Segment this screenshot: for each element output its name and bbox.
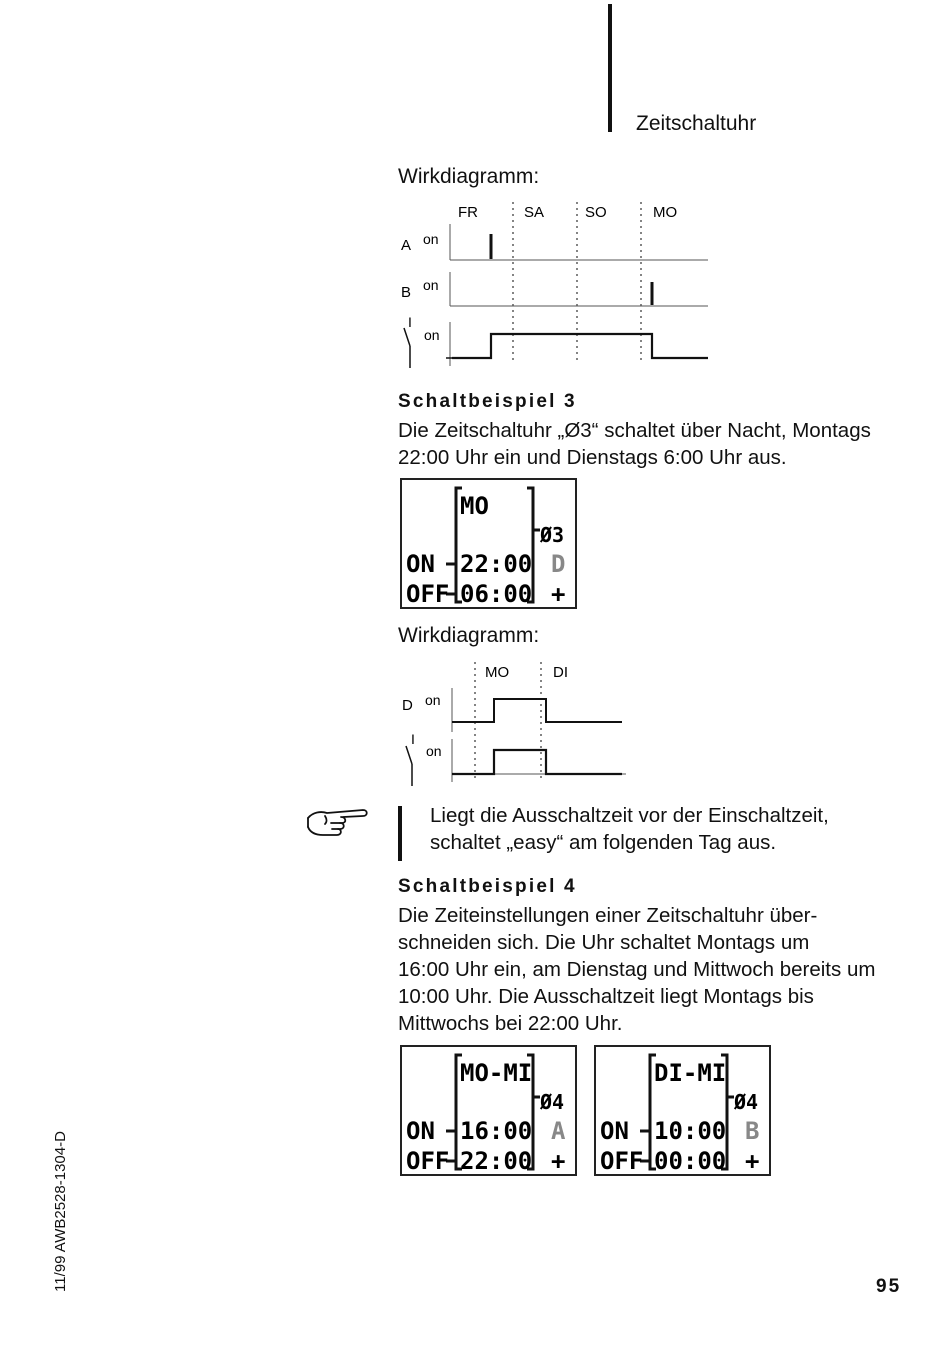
note-line1: Liegt die Ausschaltzeit vor der Einschaltzeit, (430, 804, 829, 827)
row-label-b: B (401, 284, 412, 301)
lcd-channel: Ø4 (734, 1090, 759, 1114)
day-label-fr: FR (458, 204, 478, 221)
example4-line: Die Zeiteinstellungen einer Zeitschaltuhr über- (398, 904, 818, 927)
lcd-plus: + (551, 1147, 566, 1174)
row-label-a: A (401, 237, 412, 254)
lcd-on-label: ON (600, 1117, 629, 1145)
row-state-i: on (424, 327, 440, 343)
row-label-d: D (402, 697, 413, 714)
example3-text (398, 417, 908, 471)
day-label-di-2: DI (553, 664, 568, 681)
example4-line: Mittwochs bei 22:00 Uhr. (398, 1012, 623, 1035)
lcd-on-label: ON (406, 1117, 435, 1145)
lcd-off-time: 00:00 (654, 1147, 727, 1174)
lcd-param: A (551, 1117, 566, 1145)
lcd-on-time: 10:00 (654, 1117, 727, 1145)
example3-text-line1: Die Zeitschaltuhr „Ø3“ schaltet über Nacht, Montags (398, 419, 871, 442)
lcd-on-time: 22:00 (460, 550, 533, 578)
lcd-day: MO (460, 492, 489, 520)
example3-text-line2: 22:00 Uhr ein und Dienstags 6:00 Uhr aus. (398, 446, 787, 469)
lcd-off-time: 06:00 (460, 580, 533, 607)
document-code: 11/99 AWB2528-1304-D (52, 1131, 69, 1292)
example4-line: 16:00 Uhr ein, am Dienstag und Mittwoch bereits um (398, 958, 876, 981)
lcd-on-label: ON (406, 550, 435, 578)
lcd-day: MO-MI (460, 1059, 533, 1087)
row-label-i: I (408, 314, 412, 330)
note-line2: schaltet „easy“ am folgenden Tag aus. (430, 831, 777, 854)
timing-diagram-2 (396, 656, 636, 788)
example4-text (398, 902, 908, 1037)
lcd-display-example4-b (594, 1045, 771, 1176)
day-label-mo-2: MO (485, 664, 510, 681)
example4-heading: Schaltbeispiel 4 (398, 876, 577, 897)
example4-line: 10:00 Uhr. Die Ausschaltzeit liegt Montags bis (398, 985, 814, 1008)
day-label-so: SO (585, 204, 607, 221)
day-label-mo: MO (653, 204, 678, 221)
lcd-off-label: OFF (406, 580, 450, 607)
lcd-display-example4-a (400, 1045, 577, 1176)
day-label-sa: SA (524, 204, 545, 221)
pointing-hand-icon (305, 806, 371, 840)
header-rule (608, 4, 612, 132)
lcd-plus: + (551, 580, 566, 607)
lcd-param: B (745, 1117, 760, 1145)
example3-heading: Schaltbeispiel 3 (398, 391, 577, 412)
lcd-display-example3 (400, 478, 577, 609)
timing-diagram-1 (396, 196, 716, 376)
page-number: 95 (876, 1276, 902, 1297)
lcd-channel: Ø3 (540, 523, 565, 547)
example4-line: schneiden sich. Die Uhr schaltet Montags um (398, 931, 810, 954)
lcd-on-time: 16:00 (460, 1117, 533, 1145)
lcd-off-time: 22:00 (460, 1147, 533, 1174)
diagram2-label: Wirkdiagramm: (398, 624, 540, 647)
row-label-i-2: I (411, 731, 415, 747)
row-state-d: on (425, 692, 441, 708)
lcd-plus: + (745, 1147, 760, 1174)
note-rule (398, 806, 402, 861)
row-state-b: on (423, 277, 439, 293)
row-state-a: on (423, 231, 439, 247)
note-text (430, 802, 829, 856)
lcd-channel: Ø4 (540, 1090, 565, 1114)
lcd-off-label: OFF (406, 1147, 450, 1174)
page-header-title: Zeitschaltuhr (636, 112, 757, 135)
lcd-param: D (551, 550, 566, 578)
lcd-off-label: OFF (600, 1147, 644, 1174)
lcd-day: DI-MI (654, 1059, 727, 1087)
row-state-i-2: on (426, 743, 442, 759)
diagram1-label: Wirkdiagramm: (398, 165, 540, 188)
